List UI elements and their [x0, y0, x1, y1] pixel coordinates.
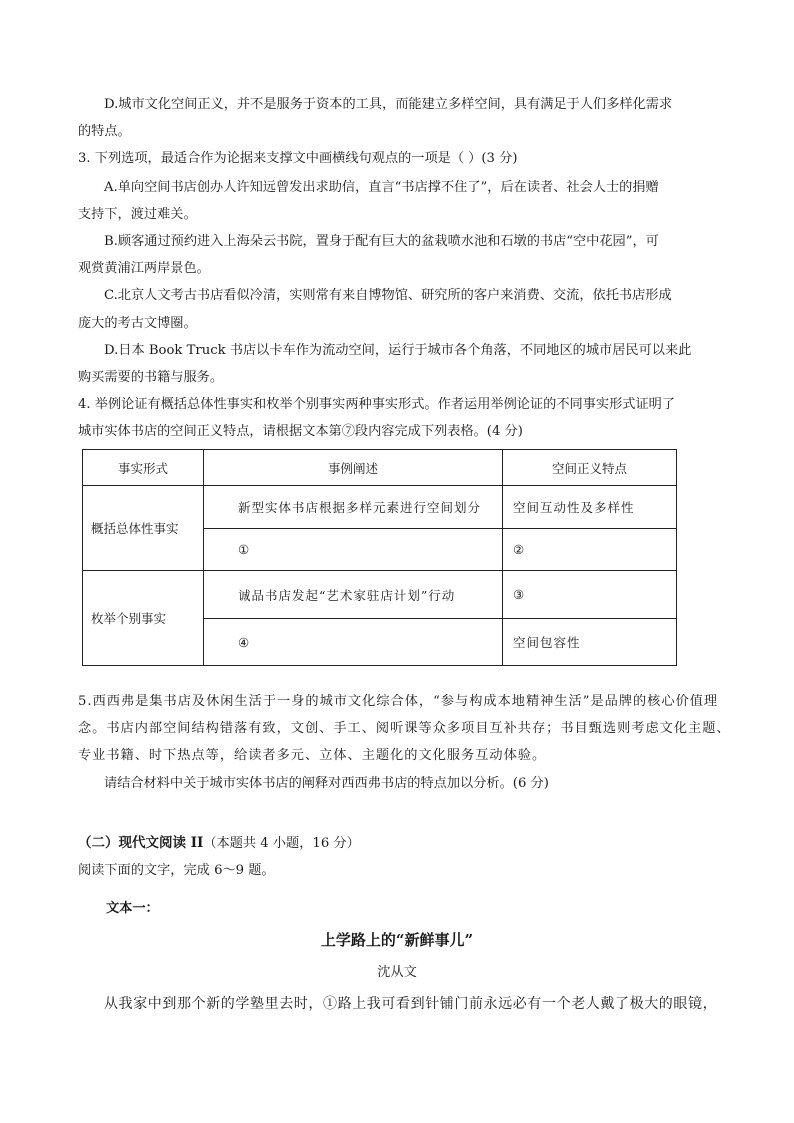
q3-option-b-line2: 观赏黄浦江两岸景色。	[78, 261, 210, 276]
q5-task: 请结合材料中关于城市实体书店的阐释对西西弗书店的特点加以分析。(6 分)	[104, 776, 549, 791]
table-cell-feature: 空间互动性及多样性	[503, 486, 677, 529]
group-label-individual: 枚举个别事实	[83, 571, 204, 666]
blank-slot-4: ④	[204, 619, 503, 666]
table-row	[83, 571, 677, 619]
fact-form-table	[82, 449, 677, 666]
q3-option-d-line2: 购买需要的书籍与服务。	[78, 370, 224, 385]
q5-line2: 念。书店内部空间结构错落有致，文创、手工、阅听课等众多项目互补共存；书目甄选则考虑文化主题、	[78, 721, 731, 736]
section-heading	[78, 837, 360, 851]
q5-line3: 专业书籍、时下热点等，给读者多元、立体、主题化的文化服务互动体验。	[78, 748, 547, 763]
article-title: 上学路上的“新鲜事儿”	[320, 931, 474, 949]
article-first-line: 从我家中到那个新的学塾里去时，①路上我可看到针铺门前永远必有一个老人戴了极大的眼镜，	[104, 996, 718, 1012]
q2-option-d-line1: D.城市文化空间正义，并不是服务于资本的工具，而能建立多样空间，具有满足于人们多样化需求	[104, 97, 673, 112]
table-row	[83, 486, 677, 529]
blank-slot-1: ①	[204, 529, 503, 571]
q3-option-c-line2: 庞大的考古文博圈。	[78, 316, 197, 331]
header-example: 事例阐述	[204, 450, 503, 486]
q3-stem: 3. 下列选项，最适合作为论据来支撑文中画横线句观点的一项是（ ）(3 分)	[78, 151, 518, 166]
group-label-general: 概括总体性事实	[83, 486, 204, 571]
reading-instruction: 阅读下面的文字，完成 6～9 题。	[78, 863, 275, 878]
section-note: （本题共 4 小题，16 分）	[203, 836, 360, 851]
blank-slot-2: ②	[503, 529, 677, 571]
article-author: 沈从文	[377, 965, 417, 980]
blank-slot-3: ③	[503, 571, 677, 619]
q3-option-c-line1: C.北京人文考古书店看似冷清，实则常有来自博物馆、研究所的客户来消费、交流，依托书店形成	[104, 288, 672, 303]
q2-option-d-line2: 的特点。	[78, 124, 131, 139]
q4-stem-line2: 城市实体书店的空间正义特点，请根据文本第⑦段内容完成下列表格。(4 分)	[78, 424, 523, 439]
text-label: 文本一：	[106, 901, 159, 916]
q4-stem-line1: 4. 举例论证有概括总体性事实和枚举个别事实两种事实形式。作者运用举例论证的不同事实形式证明了	[78, 397, 676, 412]
header-fact-form: 事实形式	[83, 450, 204, 486]
header-feature: 空间正义特点	[503, 450, 677, 486]
q3-option-d-line1: D.日本 Book Truck 书店以卡车作为流动空间，运行于城市各个角落，不同地区的城市居民可以来此	[104, 343, 692, 358]
q3-option-b-line1: B.顾客通过预约进入上海朵云书院，置身于配有巨大的盆栽喷水池和石墩的书店“空中花园”，可	[104, 234, 659, 249]
table-cell-feature: 空间包容性	[503, 619, 677, 666]
q3-option-a-line2: 支持下，渡过难关。	[78, 207, 197, 222]
q3-option-a-line1: A.单向空间书店创办人许知远曾发出求助信，直言“书店撑不住了”，后在读者、社会人士的捐赠	[104, 180, 659, 195]
q5-line1: 5.西西弗是集书店及休闲生活于一身的城市文化综合体，“参与构成本地精神生活”是品牌的核心价值理	[78, 694, 719, 709]
table-cell-example: 新型实体书店根据多样元素进行空间划分	[204, 486, 503, 529]
section-title: （二）现代文阅读 II	[78, 835, 204, 851]
table-cell-example: 诚品书店发起“艺术家驻店计划”行动	[204, 571, 503, 619]
table-header-row	[83, 450, 677, 486]
